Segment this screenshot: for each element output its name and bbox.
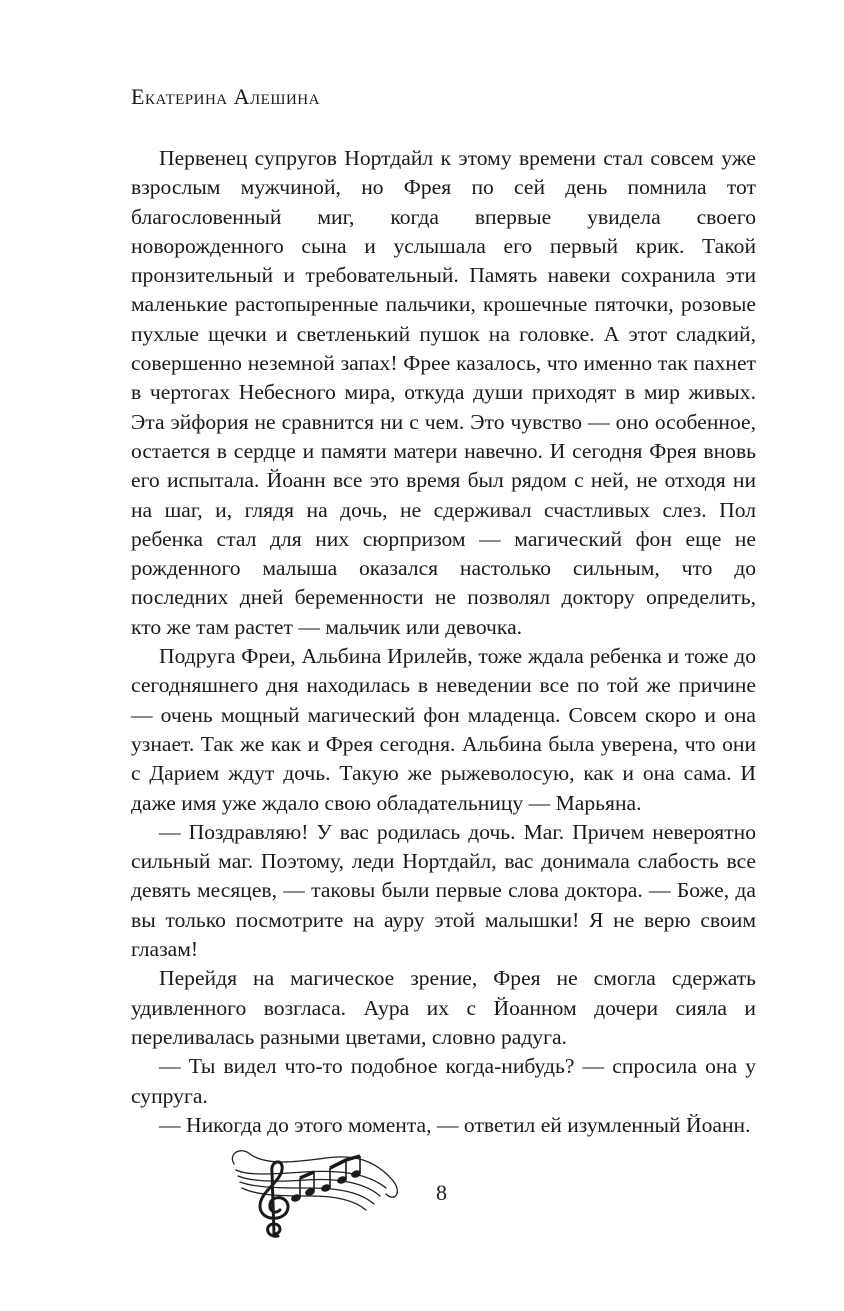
treble-clef-notes-icon bbox=[226, 1142, 426, 1244]
page-number: 8 bbox=[436, 1180, 447, 1205]
paragraph-3: — Поздравляю! У вас родилась дочь. Маг. Причем невероятно сильный маг. Поэтому, леди Нортдайл, вас донимала слабость все девять месяцев, — таковы были первые слова доктора. — Боже, да вы только посмотрите на ауру этой малышки! Я не верю своим глазам! bbox=[131, 819, 756, 962]
paragraph-6: — Никогда до этого момента, — ответил ей изумленный Йоанн. bbox=[159, 1112, 751, 1137]
paragraph-5: — Ты видел что-то подобное когда-нибудь? — спросила она у супруга. bbox=[131, 1054, 756, 1108]
running-head-author: Екатерина Алешина bbox=[131, 84, 320, 109]
paragraph-4: Перейдя на магическое зрение, Фрея не смогла сдержать удивленного возгласа. Аура их с Йоанном дочери сияла и переливалась разными цветами, словно радуга. bbox=[131, 966, 756, 1049]
paragraph-1: Первенец супругов Нортдайл к этому времени стал совсем уже взрослым мужчиной, но Фрея по сей день помнила тот благословенный миг, когда впервые увидела своего новорожденного сына и услышала его первый крик. Такой пронзительный и требовательный. Память навеки сохранила эти маленькие растопыренные пальчики, крошечные пяточки, розовые пухлые щечки и светленький пушок на головке. А этот сладкий, совершенно неземной запах! Фрее казалось, что именно так пахнет в чертогах Небесного мира, откуда души приходят в мир живых. Эта эйфория не сравнится ни с чем. Это чувство — оно особенное, остается в сердце и памяти матери навечно. И сегодня Фрея вновь его испытала. Йоанн все это время был рядом с ней, не отходя ни на шаг, и, глядя на дочь, не сдерживал счастливых слез. Пол ребенка стал для них сюрпризом — магический фон еще не рожденного малыша оказался настолько сильным, что до последних дней беременности не позволял доктору определить, кто же там растет — мальчик или девочка. bbox=[131, 146, 756, 639]
paragraph-2: Подруга Фреи, Альбина Ирилейв, тоже ждала ребенка и тоже до сегодняшнего дня находилась в неведении все по той же причине — очень мощный магический фон младенца. Совсем скоро и она узнает. Так же как и Фрея сегодня. Альбина была уверена, что они с Дарием ждут дочь. Такую же рыжеволосую, как и она сама. И даже имя уже ждало свою обладательницу — Марьяна. bbox=[131, 644, 756, 815]
body-text bbox=[131, 144, 756, 1140]
